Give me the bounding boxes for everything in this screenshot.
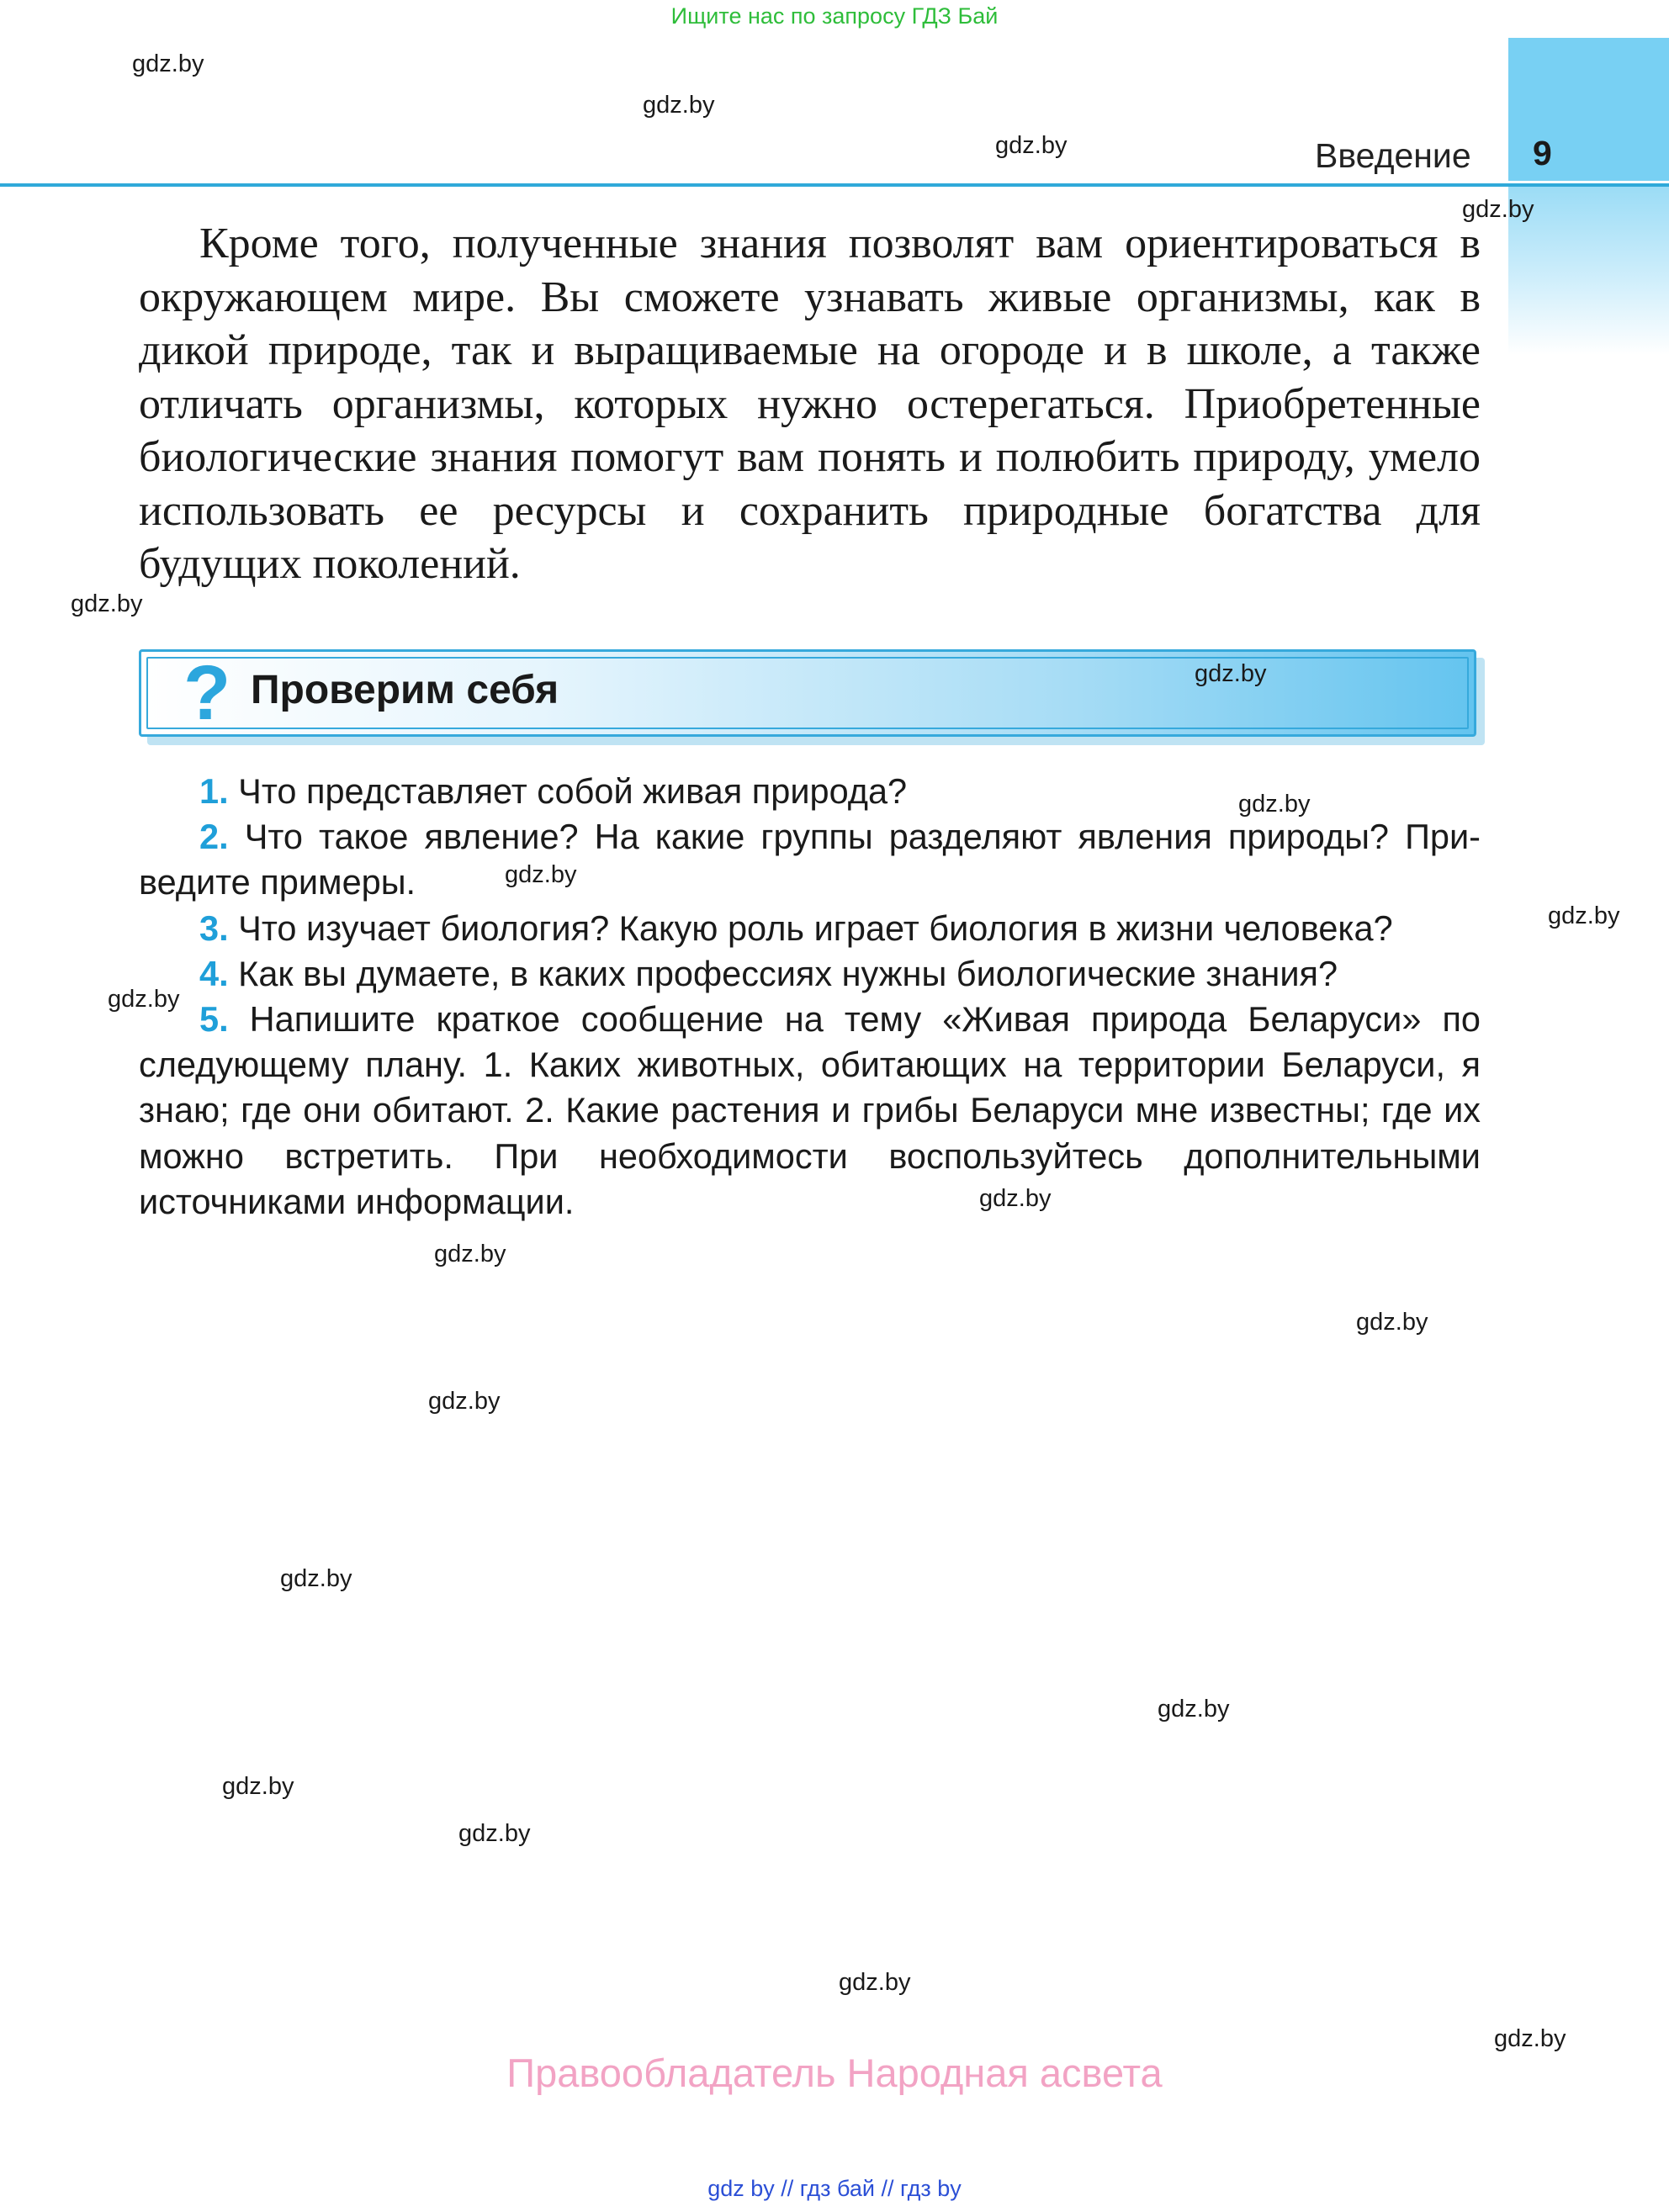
question-text: Напишите краткое сообщение на тему «Живая природа Беларуси» по следующему плану. 1. Каких животных, обитающих на территории Беларуси, я знаю; где они обитают. 2. Какие растения и грибы Беларуси мне известны; где их можно встретить. При необходимости воспользуйтесь дополнительными источниками информации. bbox=[139, 999, 1481, 1221]
question-text: Что такое явление? На какие группы разделяют явления природы? Приведите примеры. bbox=[139, 817, 1481, 902]
question-list bbox=[139, 769, 1481, 1225]
question-item bbox=[139, 951, 1481, 997]
watermark: gdz.by bbox=[643, 92, 715, 119]
question-mark-icon: ? bbox=[183, 650, 231, 736]
watermark: gdz.by bbox=[222, 1773, 294, 1800]
question-text: Как вы думаете, в каких профессиях нужны биологические знания? bbox=[238, 953, 1338, 993]
section-title: Введение bbox=[1315, 136, 1471, 175]
watermark: gdz.by bbox=[839, 1969, 911, 1996]
watermark: gdz.by bbox=[458, 1820, 531, 1847]
header-rule bbox=[0, 183, 1669, 187]
question-number: 3. bbox=[199, 908, 229, 948]
question-number: 4. bbox=[199, 953, 229, 993]
watermark: gdz.by bbox=[132, 50, 204, 77]
page-number: 9 bbox=[1533, 134, 1552, 172]
watermark: gdz.by bbox=[280, 1565, 352, 1592]
question-number: 2. bbox=[199, 817, 229, 857]
watermark: gdz.by bbox=[979, 1185, 1052, 1212]
question-number: 5. bbox=[199, 999, 229, 1040]
watermark: gdz.by bbox=[1195, 660, 1267, 687]
top-banner[interactable]: Ищите нас по запросу ГДЗ Бай bbox=[670, 3, 999, 29]
check-yourself-title: Проверим себя bbox=[251, 668, 559, 712]
watermark: gdz.by bbox=[1462, 196, 1534, 223]
question-item bbox=[139, 997, 1481, 1225]
watermark: gdz.by bbox=[108, 986, 180, 1013]
watermark: gdz.by bbox=[1494, 2025, 1566, 2052]
footer-links[interactable]: gdz by // гдз бай // гдз by bbox=[707, 2176, 962, 2201]
question-text: Что представляет собой живая природа? bbox=[238, 771, 908, 811]
question-number: 1. bbox=[199, 771, 229, 811]
copyright-notice: Правообладатель Народная асвета bbox=[506, 2051, 1163, 2095]
check-yourself-box bbox=[139, 649, 1476, 737]
intro-paragraph: Кроме того, полученные знания позволят вам ориентироваться в окружающем мире. Вы сможете узнавать живые организмы, как в дикой природе, так и выращиваемые на огороде и в школе, а также отличать организмы, которых нужно остерегаться. Приобретенные биологические знания помогут вам понять и полюбить природу, умело использовать ее ресурсы и сохранить природные богатства для будущих поколений. bbox=[139, 220, 1481, 588]
watermark: gdz.by bbox=[505, 861, 577, 888]
watermark: gdz.by bbox=[71, 590, 143, 617]
question-item bbox=[139, 814, 1481, 905]
question-item bbox=[139, 906, 1481, 951]
watermark: gdz.by bbox=[434, 1241, 506, 1267]
watermark: gdz.by bbox=[995, 132, 1068, 159]
watermark: gdz.by bbox=[1356, 1309, 1428, 1336]
watermark: gdz.by bbox=[428, 1388, 501, 1415]
watermark: gdz.by bbox=[1158, 1696, 1230, 1723]
question-text: Что изучает биология? Какую роль играет биология в жизни человека? bbox=[238, 908, 1393, 948]
watermark: gdz.by bbox=[1548, 902, 1620, 929]
watermark: gdz.by bbox=[1238, 791, 1311, 818]
